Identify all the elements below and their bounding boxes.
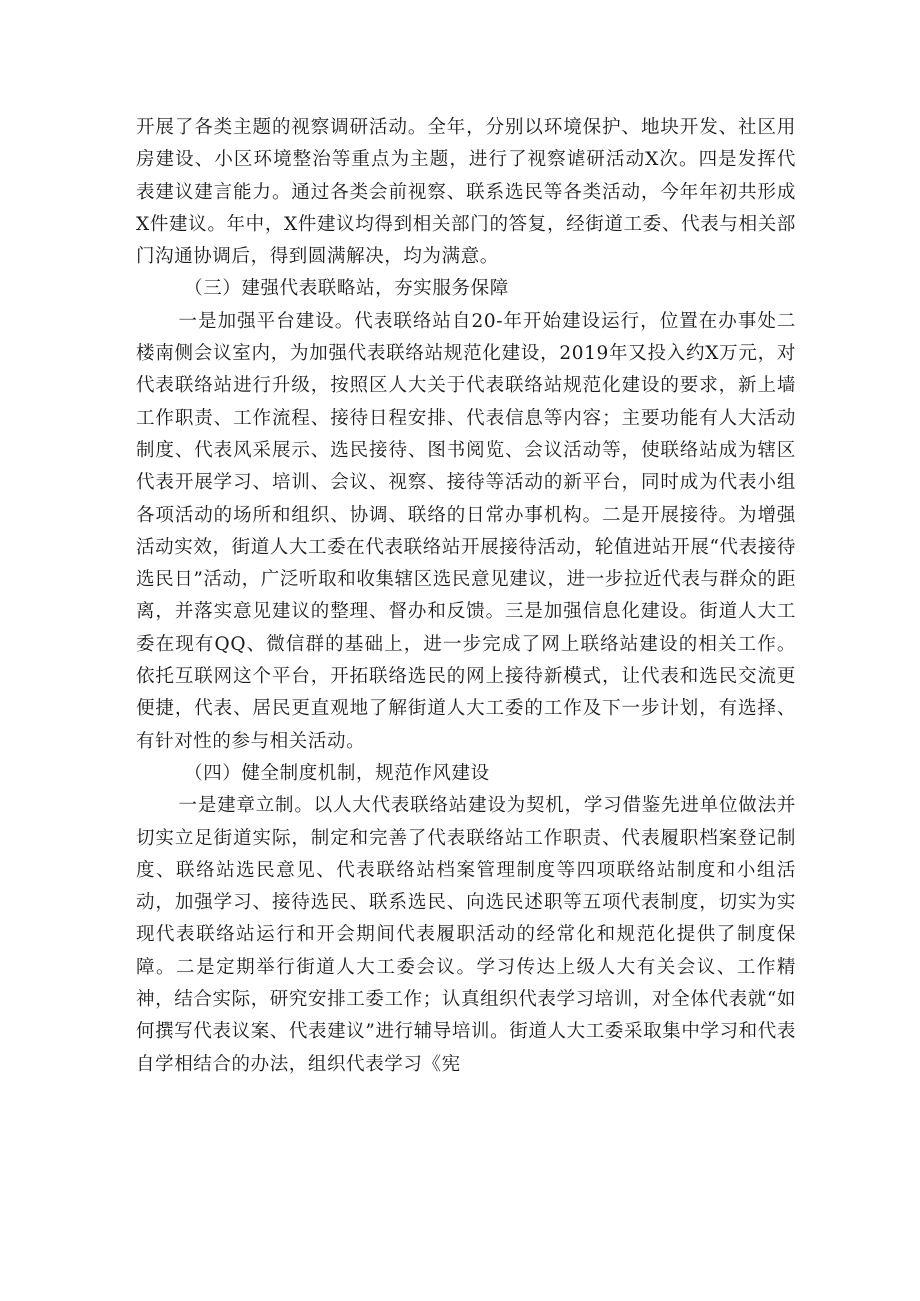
paragraph-3: 一是建章立制。以人大代表联络站建设为契机，学习借鉴先进单位做法并切实立足街道实际，制定和完善了代表联络站工作职责、代表履职档案登记制度、联络站选民意见、代表联络站档案管理制度等四项联络站制度和小组活动，加强学习、接待选民、联系选民、向选民述职等五项代表制度，切实为实现代表联络站运行和开会期间代表履职活动的经常化和规范化提供了制度保障。二是定期举行街道人大工委会议。学习传达上级人大有关会议、工作精神，结合实际，研究安排工委工作；认真组织代表学习培训，对全体代表就“如何撰写代表议案、代表建议”进行辅导培训。街道人大工委采取集中学习和代表自学相结合的办法，组织代表学习《宪 <box>136 795 796 1075</box>
section-heading-4: （四）健全制度机制，规范作风建设 <box>184 762 490 784</box>
document-body <box>136 112 796 1081</box>
section-heading-3: （三）建强代表联略站，夯实服务保障 <box>184 278 509 300</box>
paragraph-1: 开展了各类主题的视察调研活动。全年，分别以环境保护、地块开发、社区用房建设、小区环境整治等重点为主题，进行了视察谑研活动X次。四是发挥代表建议建言能力。通过各类会前视察、联系选民等各类活动，今年年初共形成X件建议。年中，X件建议均得到相关部门的答复，经街道工委、代表与相关部门沟通协调后，得到圆满解决，均为满意。 <box>136 117 796 268</box>
paragraph-2: 一是加强平台建设。代表联络站自20-年开始建设运行，位置在办事处二楼南侧会议室内，为加强代表联络站规范化建设，2019年又投入约X万元，对代表联络站进行升级，按照区人大关于代表联络站规范化建设的要求，新上墙工作职责、工作流程、接待日程安排、代表信息等内容；主要功能有人大活动制度、代表风采展示、选民接待、图书阅览、会议活动等，使联络站成为辖区代表开展学习、培训、会议、视察、接待等活动的新平台，同时成为代表小组各项活动的场所和组织、协调、联络的日常办事机构。二是开展接待。为增强活动实效，街道人大工委在代表联络站开展接待活动，轮值进站开展“代表接待选民日”活动，广泛听取和收集辖区选民意见建议，进一步拉近代表与群众的距离，并落实意见建议的整理、督办和反馈。三是加强信息化建设。街道人大工委在现有QQ、微信群的基础上，进一步完成了网上联络站建设的相关工作。依托互联网这个平台，开拓联络选民的网上接待新模式，让代表和选民交流更便捷，代表、居民更直观地了解街道人大工委的工作及下一步计划，有选择、有针对性的参与相关活动。 <box>136 310 796 752</box>
